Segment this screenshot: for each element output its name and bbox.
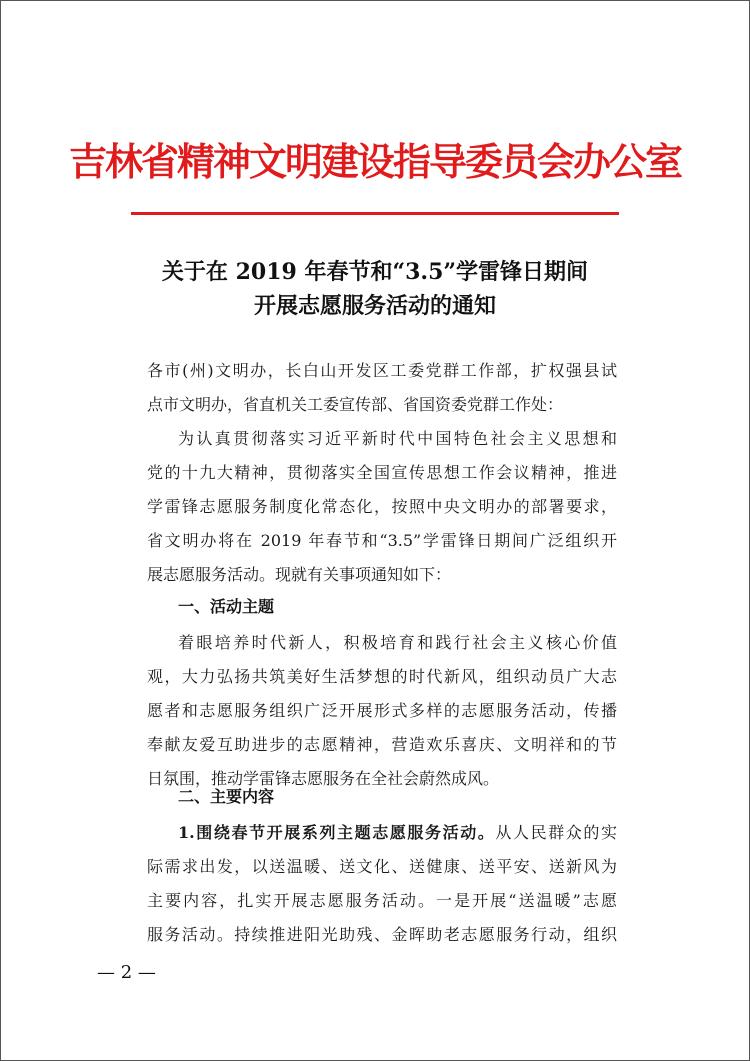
section-2-line-3: 主要内容，扎实开展志愿服务活动。一是开展“送温暖”志愿: [147, 891, 617, 910]
section-1-heading: 一、活动主题: [178, 597, 275, 616]
section-2-item-1-line-1: [178, 817, 617, 849]
red-divider-rule: [131, 212, 619, 215]
section-1-line-2: 观，大力弘扬共筑美好生活梦想的时代新风，组织动员广大志: [147, 667, 617, 686]
section-2-heading: 二、主要内容: [178, 787, 275, 806]
intro-line-3: 学雷锋志愿服务制度化常态化，按照中央文明办的部署要求，: [147, 497, 617, 516]
intro-line-5: 展志愿服务活动。现就有关事项通知如下：: [147, 565, 452, 584]
page-number: — 2 —: [97, 962, 156, 983]
document-title-line-1: 关于在 2019 年春节和“3.5”学雷锋日期间: [161, 259, 589, 285]
section-2-item-1-text: 从人民群众的实: [495, 823, 617, 842]
issuing-office-header: 吉林省精神文明建设指导委员会办公室: [68, 139, 681, 184]
section-2-line-4: 服务活动。持续推进阳光助残、金晖助老志愿服务行动，组织: [147, 925, 617, 944]
section-2-item-1-title: 1.围绕春节开展系列主题志愿服务活动。: [178, 823, 496, 842]
intro-line-1: 为认真贯彻落实习近平新时代中国特色社会主义思想和: [178, 429, 617, 448]
section-1-line-5: 日氛围，推动学雷锋志愿服务在全社会蔚然成风。: [147, 769, 500, 788]
addressee-line-1: 各市(州)文明办，长白山开发区工委党群工作部，扩权强县试: [147, 361, 617, 380]
intro-line-4: 省文明办将在 2019 年春节和“3.5”学雷锋日期间广泛组织开: [147, 531, 617, 550]
section-2-line-2: 际需求出发，以送温暖、送文化、送健康、送平安、送新风为: [147, 857, 617, 876]
intro-line-2: 党的十九大精神，贯彻落实全国宣传思想工作会议精神，推进: [147, 463, 617, 482]
addressee-line-2: 点市文明办，省直机关工委宣传部、省国资委党群工作处：: [147, 395, 564, 414]
section-1-line-4: 奉献友爱互助进步的志愿精神，营造欢乐喜庆、文明祥和的节: [147, 735, 617, 754]
document-title-line-2: 开展志愿服务活动的通知: [253, 293, 496, 319]
section-1-line-3: 愿者和志愿服务组织广泛开展形式多样的志愿服务活动，传播: [147, 701, 617, 720]
section-1-line-1: 着眼培养时代新人，积极培育和践行社会主义核心价值: [178, 633, 617, 652]
